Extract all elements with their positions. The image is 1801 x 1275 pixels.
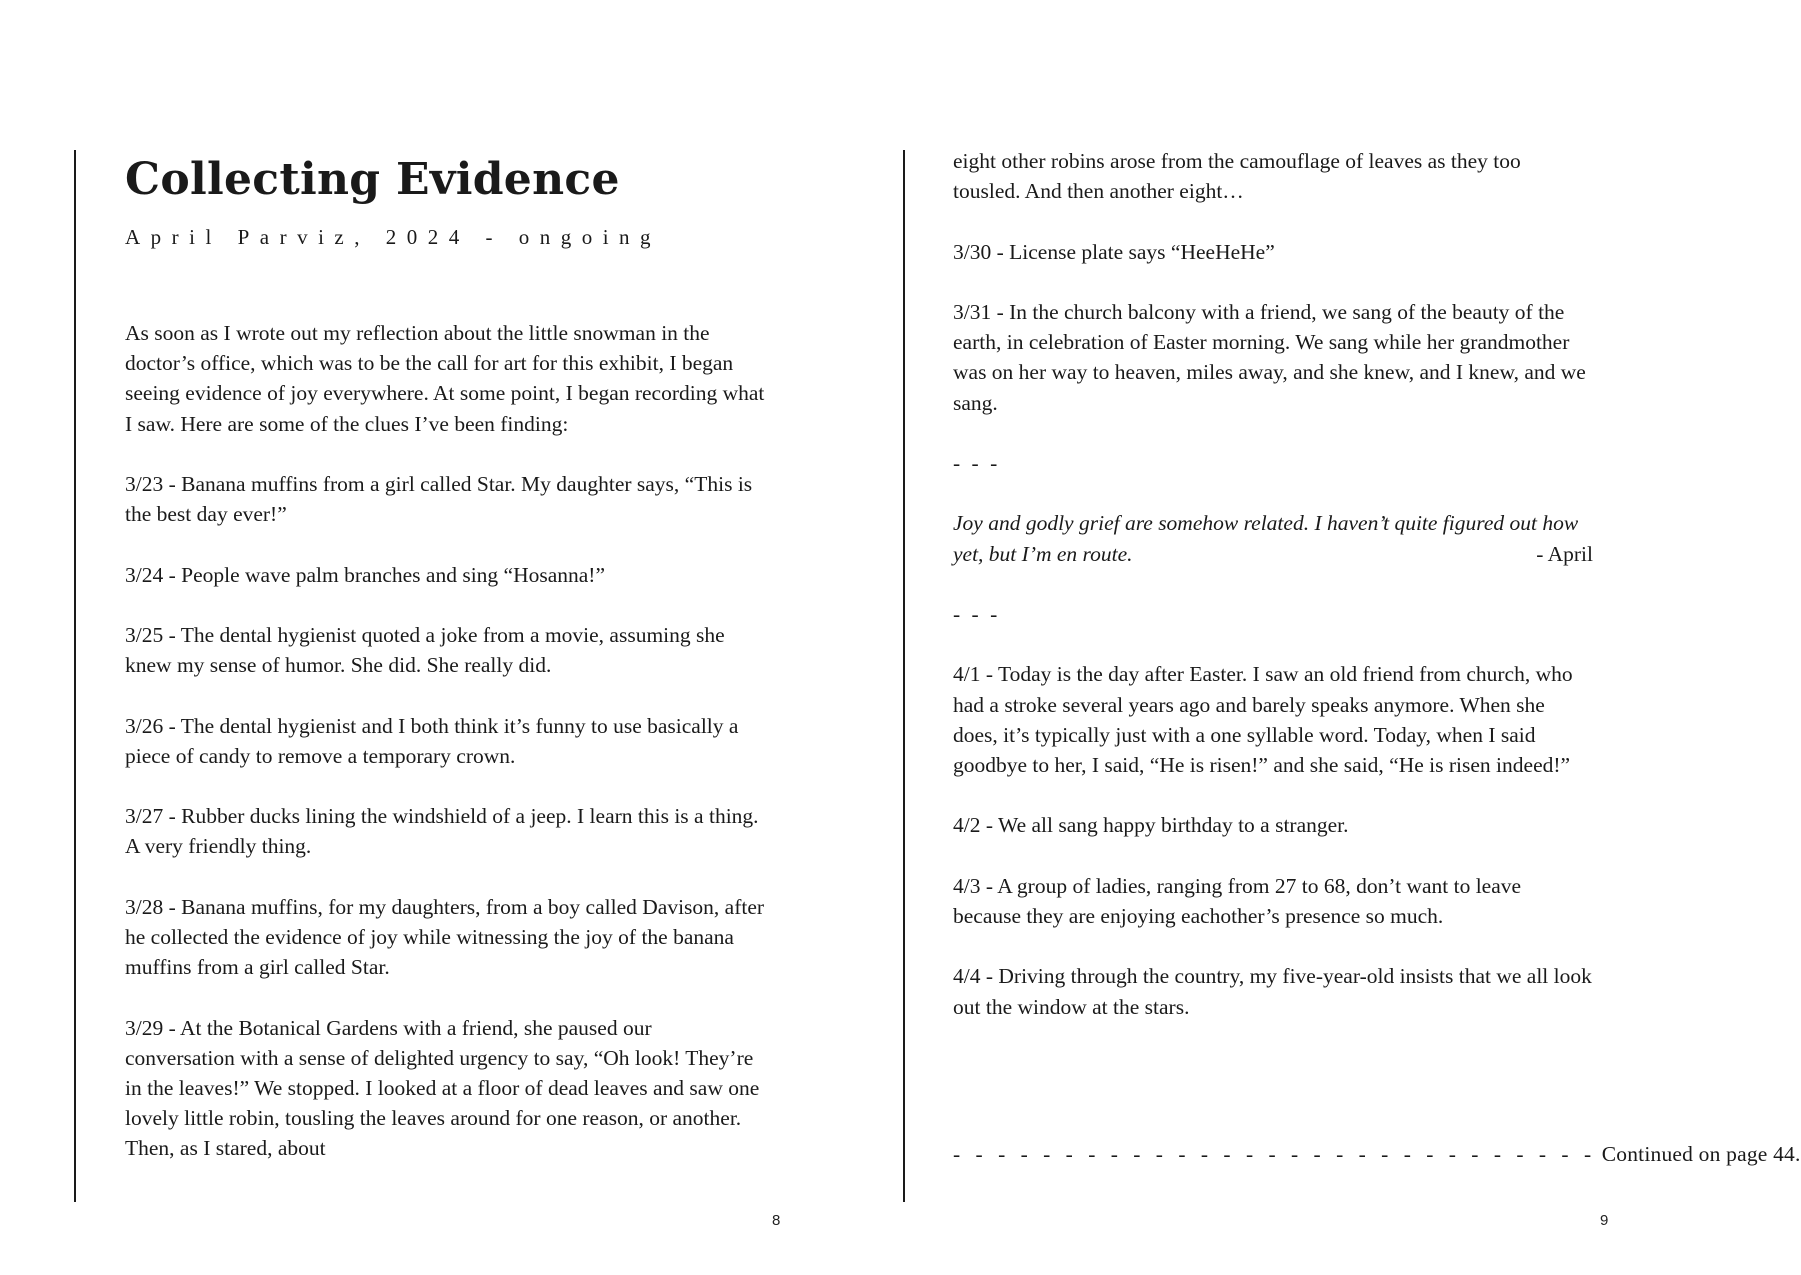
continued-text: Continued on page 44. [1601, 1142, 1801, 1166]
entry-3-27: 3/27 - Rubber ducks lining the windshield of a jeep. I learn this is a thing. A very friendly thing. [125, 804, 759, 859]
entry-3-31: 3/31 - In the church balcony with a friend, we sang of the beauty of the earth, in celebration of Easter morning. We sang while her grandmother was on her way to heaven, miles away, and she knew, and I knew, and we sang. [953, 299, 1586, 415]
continued-note [953, 1142, 1801, 1167]
quote-text: Joy and godly grief are somehow related. I haven’t quite figured out how yet, but I’m en route. [953, 511, 1579, 566]
left-page-body [125, 318, 765, 1164]
entry-3-29: 3/29 - At the Botanical Gardens with a friend, she paused our conversation with a sense of delighted urgency to say, “Oh look! They’re in the leaves!” We stopped. I looked at a floor of dead leaves and saw one lovely little robin, tousling the leaves around for one reason, or another. Then, as I stared, about [125, 1015, 760, 1161]
entry-4-4: 4/4 - Driving through the country, my five-year-old insists that we all look out the window at the stars. [953, 964, 1592, 1019]
quote-signature: - April [1536, 541, 1593, 566]
intro-paragraph: As soon as I wrote out my reflection about the little snowman in the doctor’s office, which was to be the call for art for this exhibit, I began seeing evidence of joy everywhere. At some point, I began recording what I saw. Here are some of the clues I’ve been finding: [125, 321, 765, 436]
entry-4-2: 4/2 - We all sang happy birthday to a stranger. [953, 813, 1349, 838]
page-number-left: 8 [772, 1212, 781, 1229]
entry-3-26: 3/26 - The dental hygienist and I both think it’s funny to use basically a piece of candy to remove a temporary crown. [125, 713, 739, 768]
byline: April Parviz, 2024 - ongoing [125, 225, 662, 249]
entry-3-30: 3/30 - License plate says “HeeHeHe” [953, 239, 1275, 264]
continued-dashes: - - - - - - - - - - - - - - - - - - - - - - - - - - - - - [953, 1142, 1597, 1166]
entry-4-3: 4/3 - A group of ladies, ranging from 27 to 68, don’t want to leave because they are enjoying eachother’s presence so much. [953, 873, 1522, 928]
entry-3-29-continued: eight other robins arose from the camouflage of leaves as they too tousled. And then another eight… [953, 149, 1521, 204]
left-page [125, 150, 765, 1194]
entry-3-28: 3/28 - Banana muffins, for my daughters, from a boy called Davison, after he collected the evidence of joy while witnessing the joy of the banana muffins from a girl called Star. [125, 894, 765, 980]
entry-3-24: 3/24 - People wave palm branches and sing “Hosanna!” [125, 562, 606, 587]
page-number-right: 9 [1600, 1212, 1609, 1229]
page-title: Collecting Evidence [125, 154, 620, 205]
right-page [953, 146, 1593, 1052]
separator-top: - - - [953, 450, 1001, 475]
pull-quote [953, 508, 1593, 568]
entry-3-23: 3/23 - Banana muffins from a girl called Star. My daughter says, “This is the best day ever!” [125, 472, 753, 527]
entry-3-25: 3/25 - The dental hygienist quoted a joke from a movie, assuming she knew my sense of humor. She did. She really did. [125, 622, 725, 678]
right-column-rule [903, 150, 905, 1202]
left-column-rule [74, 150, 76, 1202]
entry-4-1: 4/1 - Today is the day after Easter. I saw an old friend from church, who had a stroke several years ago and barely speaks anymore. When she does, it’s typically just with a one syllable word. Today, when I said goodbye to her, I said, “He is risen!” and she said, “He is risen indeed!” [953, 662, 1573, 777]
separator-bottom: - - - [953, 601, 1001, 626]
